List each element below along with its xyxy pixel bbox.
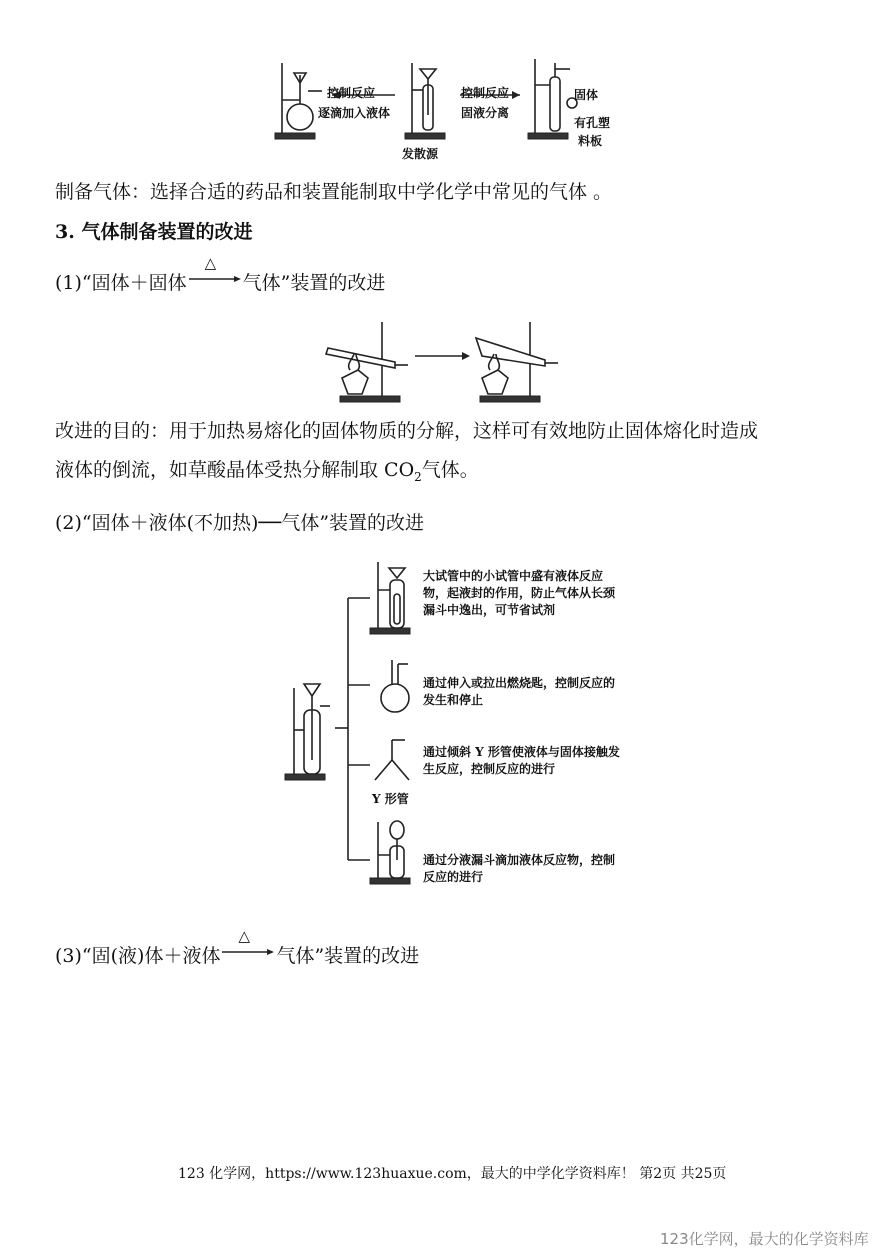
heating-improvement-figure [320,318,580,408]
branch-2-apparatus [381,660,409,712]
subsection-2: (2)“固体＋液体(不加热)──气体”装置的改进 [55,512,425,534]
branch-1-apparatus [370,562,410,634]
top-side-label-3: 料板 [578,134,603,148]
heat-arrow [187,254,243,289]
gas-prep-line: 制备气体：选择合适的药品和装置能制取中学化学中常见的气体 。 [55,181,613,203]
co2-subscript: 2 [414,469,422,484]
watermark-text: 123化学网，最大的化学资料库 [660,1230,869,1248]
purpose-line-1: 改进的目的：用于加热易熔化的固体物质的分解，这样可有效地防止固体熔化时造成 [55,420,759,442]
original-heating-apparatus [326,322,408,402]
y-tube-label: Y 形管 [372,792,409,806]
top-left-label-2: 逐滴加入液体 [318,106,391,120]
branch-note-4: 通过分液漏斗滴加液体反应物，控制反应的进行 [423,853,616,884]
improved-heating-apparatus [476,322,558,402]
page-footer: 123 化学网，https://www.123huaxue.com，最大的中学化学资料库！ 第2页 共25页 [178,1166,727,1182]
subsection-3-prefix: (3)“固(液)体＋液体 [55,945,221,967]
top-side-label-2: 有孔塑 [574,116,611,130]
purpose-line-2-text: 液体的倒流，如草酸晶体受热分解制取 CO [55,459,415,481]
top-right-label-2: 固液分离 [461,106,510,120]
flask-apparatus [275,63,322,139]
top-center-label: 发散源 [402,147,439,161]
center-apparatus [405,63,445,139]
heat-symbol-3: △ [238,927,250,945]
subsection-3-suffix: 气体”装置的改进 [276,945,420,967]
purpose-line-2-end: 气体。 [421,459,479,481]
subsection-1-prefix: (1)“固体＋固体 [55,272,187,294]
branch-note-2: 通过伸入或拉出燃烧匙，控制反应的发生和停止 [423,676,616,707]
subsection-1 [55,254,386,301]
heat-symbol: △ [204,254,217,272]
branch-note-1: 大试管中的小试管中盛有液体反应物，起液封的作用，防止气体从长颈漏斗中逸出，可节省试剂 [423,569,616,617]
y-tube-apparatus [375,740,409,780]
right-apparatus [528,59,577,139]
heat-arrow-3 [220,927,276,962]
branch-4-apparatus [370,821,410,884]
source-apparatus [285,684,330,780]
branch-note-3: 通过倾斜 Y 形管使液体与固体接触发生反应，控制反应的进行 [423,745,620,776]
subsection-3 [55,927,420,974]
top-left-label-1: 控制反应 [327,86,376,100]
top-side-label-1: 固体 [574,88,599,102]
section-heading-3: 3. 气体制备装置的改进 [55,221,253,243]
purpose-line-2 [55,452,479,495]
top-right-label-1: 控制反应 [461,86,510,100]
subsection-1-suffix: 气体”装置的改进 [242,272,386,294]
